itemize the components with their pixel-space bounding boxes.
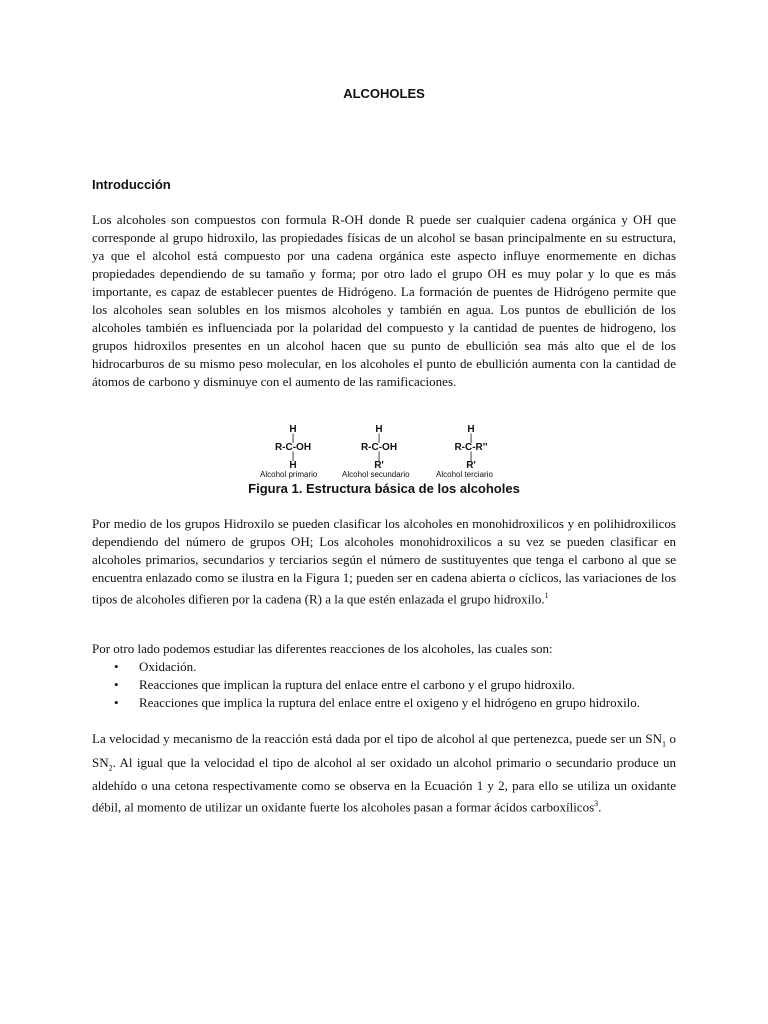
- structure-top-atom: H: [289, 424, 297, 435]
- mechanism-text-2: o SN: [92, 731, 677, 770]
- reactions-intro-paragraph: Por otro lado podemos estudiar las diferentes reacciones de los alcoholes, las cuales son:: [92, 641, 553, 656]
- structure-tertiary: [446, 424, 496, 472]
- mechanism-text-1: La velocidad y mecanismo de la reacción está dada por el tipo de alcohol al que pertenezca, puede ser un SN: [92, 731, 663, 746]
- structure-main-chain: R-C-R'': [454, 442, 488, 453]
- classification-text: Por medio de los grupos Hidroxilo se pueden clasificar los alcoholes en monohidroxilicos y en polihidroxilicos dependiendo del número de grupos OH; Los alcoholes monohidroxilicos a su vez se pueden clasificar en alcoholes primarios, secundarios y terciarios según el número de sustituyentes que tenga el carbono al que se encuentra enlazado como se ilustra en la Figura 1; pueden ser en cadena abierta o cíclicos, las variaciones de los tipos de alcoholes difieren por la cadena (R) a la que estén enlazada el grupo hidroxilo.: [92, 516, 676, 607]
- label-primary: Alcohol primario: [260, 470, 318, 479]
- document-title: ALCOHOLES: [343, 86, 425, 101]
- alcohol-structures-figure: [240, 420, 530, 482]
- bond-line: |: [291, 433, 295, 444]
- bullet-icon: •: [114, 677, 119, 692]
- mechanism-paragraph: [92, 730, 676, 817]
- structure-top-atom: H: [467, 424, 475, 435]
- list-item-text: Reacciones que implica la ruptura del enlace entre el oxigeno y el hidrógeno en grupo hidroxilo.: [139, 695, 641, 710]
- bullet-icon: •: [114, 659, 119, 674]
- structure-bottom-atom: R': [466, 460, 476, 471]
- bond-line: |: [469, 451, 473, 462]
- list-item-text: Reacciones que implican la ruptura del enlace entre el carbono y el grupo hidroxilo.: [139, 677, 576, 692]
- bullet-icon: •: [114, 695, 119, 710]
- sn1-subscript: 1: [662, 739, 667, 749]
- list-item: [112, 676, 676, 694]
- structure-primary: [268, 424, 318, 472]
- bond-line: |: [291, 451, 295, 462]
- label-secondary: Alcohol secundario: [342, 470, 410, 479]
- list-item: [112, 658, 676, 676]
- reactions-list: [112, 658, 676, 712]
- structure-secondary: [354, 424, 404, 472]
- intro-paragraph: Los alcoholes son compuestos con formula R-OH donde R puede ser cualquier cadena orgánica y OH que corresponde al grupo hidroxilo, las propiedades físicas de un alcohol se basan principalmente en su estructura, ya que el alcohol está compuesto por una cadena orgánica este aspecto influye enormemente en dichas propiedades dependiendo de su tamaño y forma; por otro lado el grupo OH es muy polar y lo que es más importante, es capaz de establecer puentes de Hidrógeno. La formación de puentes de Hidrógeno permite que los alcoholes sean solubles en los mismos alcoholes y también en agua. Los puntos de ebullición de los alcoholes también es influenciada por la polaridad del compuesto y la cantidad de puentes de hidrogeno, los grupos hidroxilos presentes en un alcohol hacen que su punto de ebullición sea más alto que el de los hidrocarburos de su mismo peso molecular, en los alcoholes el punto de ebullición aumenta con la cantidad de átomos de carbono y disminuye con el aumento de las ramificaciones.: [92, 212, 676, 389]
- reference-marker: 3: [594, 799, 599, 809]
- structure-top-atom: H: [375, 424, 383, 435]
- reference-marker: 1: [544, 591, 549, 600]
- list-item-text: Oxidación.: [139, 659, 197, 674]
- label-tertiary: Alcohol terciario: [436, 470, 493, 479]
- sn2-subscript: 2: [108, 763, 113, 773]
- mechanism-text-end: .: [598, 799, 602, 815]
- bond-line: |: [469, 433, 473, 444]
- structure-bottom-atom: H: [289, 460, 297, 471]
- classification-paragraph: [92, 515, 676, 608]
- list-item: [112, 694, 676, 712]
- structure-bottom-atom: R': [374, 460, 384, 471]
- figure-caption: Figura 1. Estructura básica de los alcoholes: [248, 481, 520, 496]
- bond-line: |: [377, 451, 381, 462]
- section-heading: Introducción: [92, 177, 171, 192]
- bond-line: |: [377, 433, 381, 444]
- structure-main-chain: R-C-OH: [360, 442, 398, 453]
- structure-main-chain: R-C-OH: [274, 442, 312, 453]
- mechanism-text-3: . Al igual que la velocidad el tipo de alcohol al ser oxidado un alcohol primario o secundario produce un aldehído o una cetona respectivamente como se observa en la Ecuación 1 y 2, para ello se utiliza un oxidante débil, al momento de utilizar un oxidante fuerte los alcoholes pasan a formar ácidos carboxílicos: [92, 754, 676, 815]
